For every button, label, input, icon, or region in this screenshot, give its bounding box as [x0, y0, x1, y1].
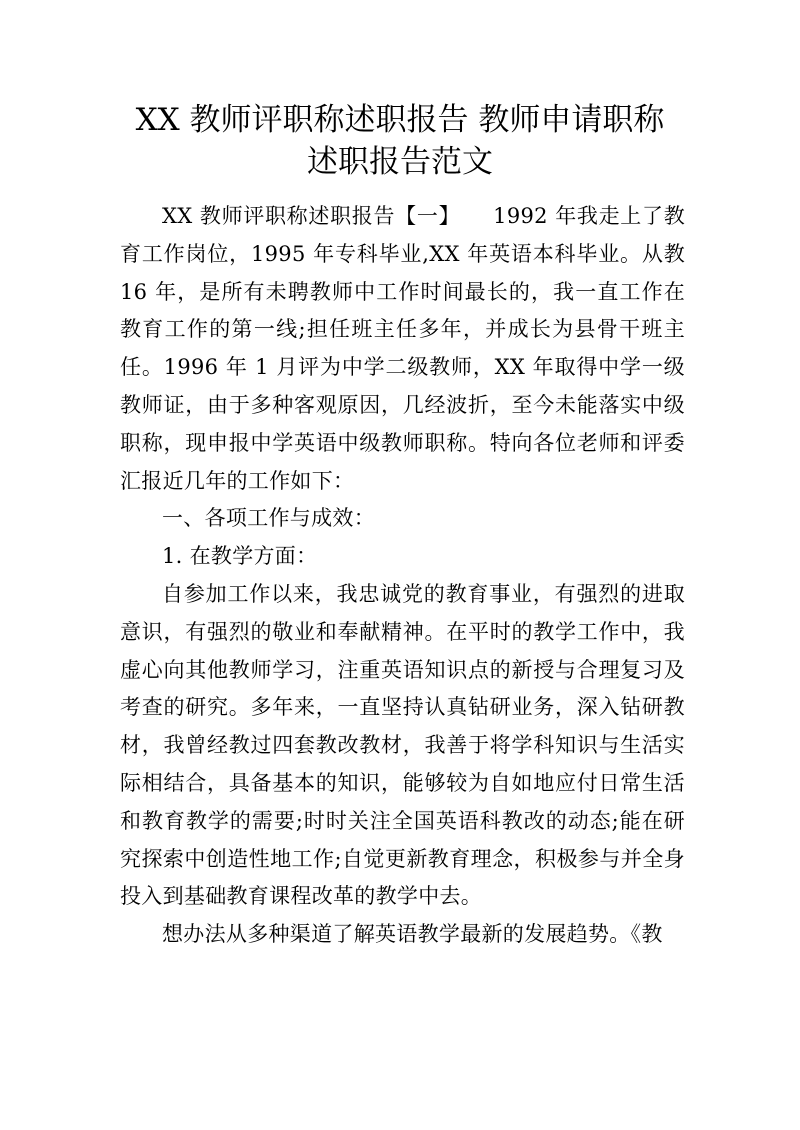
- paragraph-trends: 想办法从多种渠道了解英语教学最新的发展趋势。《教: [162, 922, 663, 947]
- paragraph-teaching: 自参加工作以来，我忠诚党的教育事业，有强烈的进取意识，有强烈的敬业和奉献精神。在平时的教学工作中，我虚心向其他教师学习，注重英语知识点的新授与合理复习及考查的研究。多年来，一直坚持认真钻研业务，深入钻研教材，我曾经教过四套教改教材，我善于将学科知识与生活实际相结合，具备基本的知识，能够较为自如地应付日常生活和教育教学的需要;时时关注全国英语科教改的动态;能在研究探索中创造性地工作;自觉更新教育理念，积极参与并全身投入到基础教育课程改革的教学中去。: [120, 581, 685, 909]
- document-title-line-1: XX 教师评职称述职报告 教师申请职称: [135, 102, 665, 138]
- paragraph-intro: XX 教师评职称述职报告【一】 1992 年我走上了教育工作岗位，1995 年专科毕业,XX 年英语本科毕业。从教 16 年，是所有未聘教师中工作时间最长的，我一直工作在教育工作的第一线;担任班主任多年，并成长为县骨干班主任。1996 年 1 月评为中学二级教师，XX 年取得中学一级教师证，由于多种客观原因，几经波折，至今未能落实中级职称，现申报中学英语中级教师职称。特向各位老师和评委汇报近几年的工作如下：: [120, 204, 685, 493]
- section-heading-work: 一、各项工作与成效：: [162, 506, 375, 531]
- document-body: [120, 198, 685, 954]
- subsection-heading-teaching: 1. 在教学方面：: [162, 544, 318, 569]
- document-title-line-2: 述职报告范文: [307, 144, 493, 180]
